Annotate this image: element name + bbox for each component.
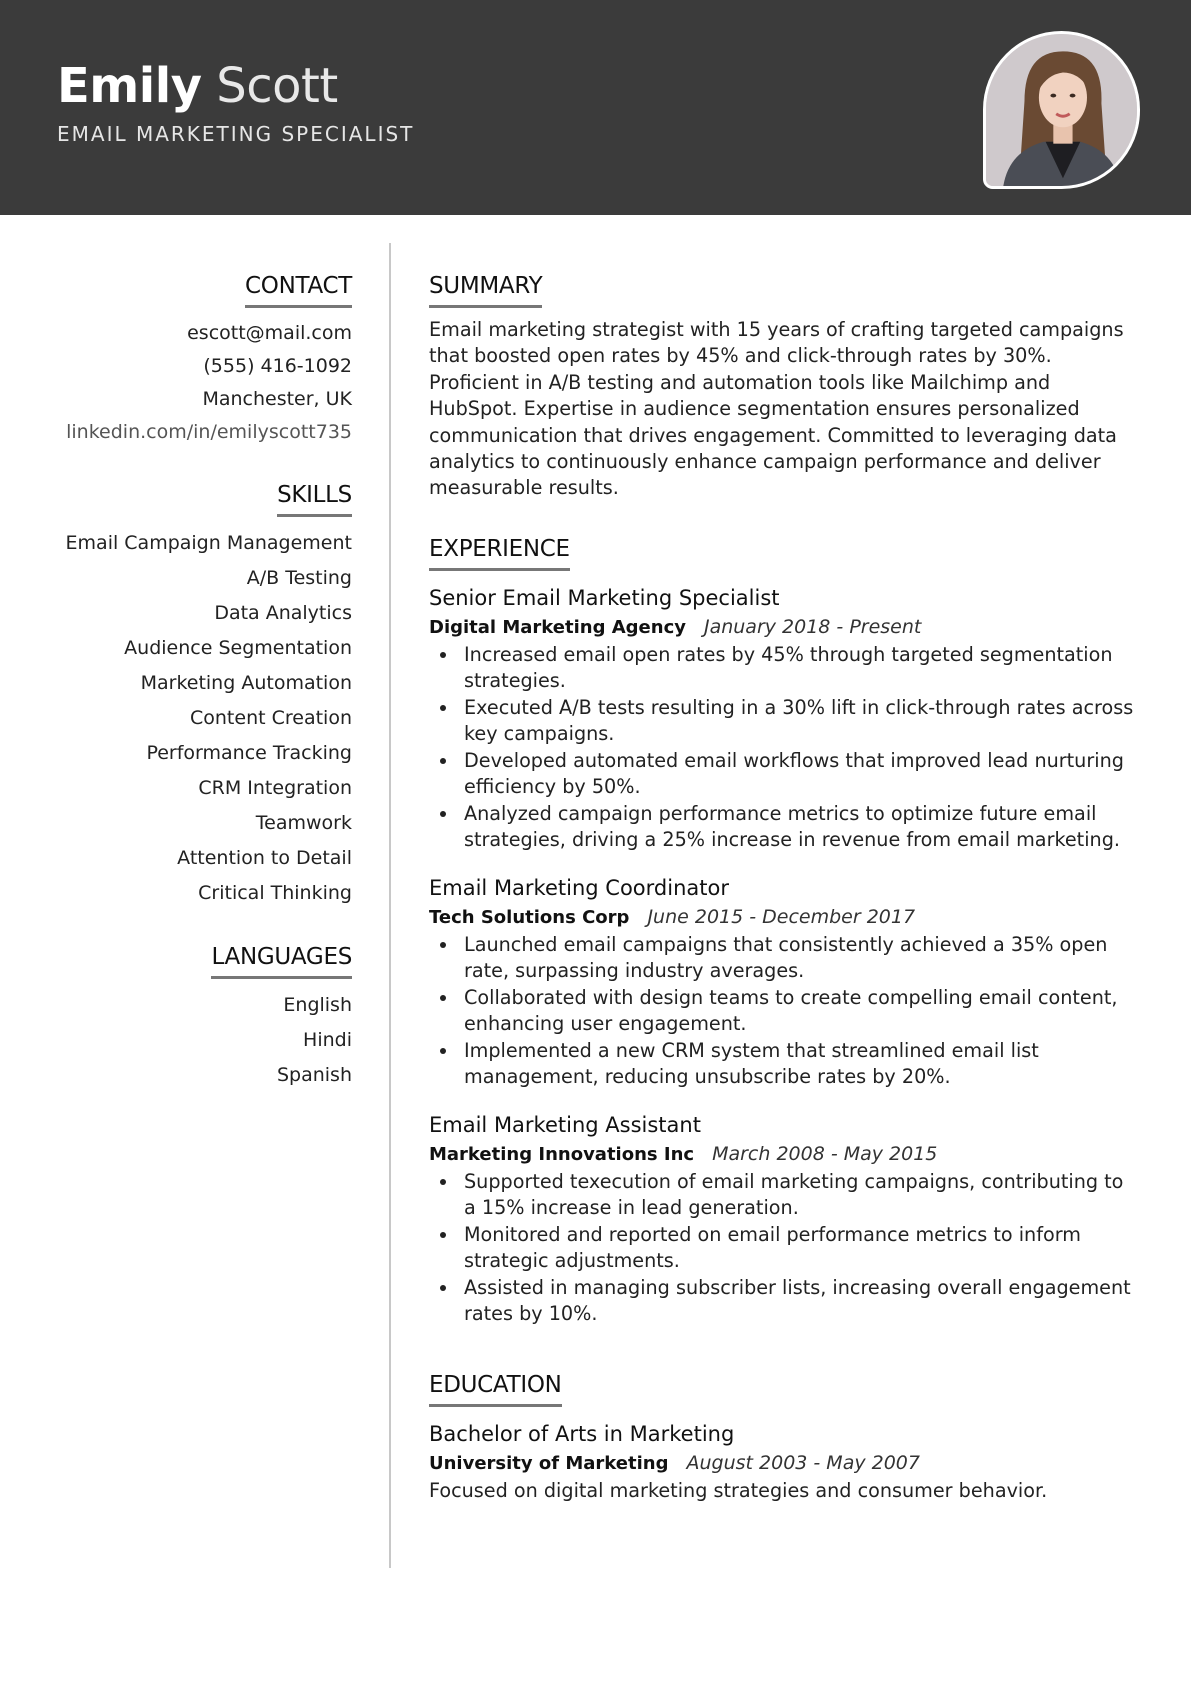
column-divider	[389, 243, 391, 1568]
job-dates: March 2008 - May 2015	[712, 1142, 938, 1165]
skill-item: Teamwork	[255, 812, 352, 834]
job-entry	[429, 1111, 1135, 1328]
skills-heading: SKILLS	[277, 477, 352, 517]
job-bullet: Launched email campaigns that consistently achieved a 35% open rate, surpassing industry averages.	[429, 932, 1135, 985]
education-school: University of Marketing	[429, 1452, 669, 1474]
job-entry	[429, 874, 1135, 1091]
experience-section	[429, 531, 1135, 1328]
last-name: Scott	[216, 58, 338, 114]
job-company: Digital Marketing Agency	[429, 616, 686, 638]
job-bullets	[429, 932, 1135, 1091]
summary-heading: SUMMARY	[429, 268, 542, 308]
resume-header	[0, 0, 1191, 215]
job-entry	[429, 584, 1135, 854]
job-company: Marketing Innovations Inc	[429, 1143, 695, 1165]
job-bullet: Developed automated email workflows that improved lead nurturing efficiency by 50%.	[429, 748, 1135, 801]
skill-item: Attention to Detail	[177, 847, 352, 869]
job-bullet: Collaborated with design teams to create compelling email content, enhancing user engagement.	[429, 985, 1135, 1038]
profile-photo	[983, 31, 1140, 189]
job-bullet: Assisted in managing subscriber lists, increasing overall engagement rates by 10%.	[429, 1275, 1135, 1328]
education-dates: August 2003 - May 2007	[686, 1451, 920, 1474]
skill-item: Content Creation	[190, 707, 352, 729]
languages-heading: LANGUAGES	[211, 939, 352, 979]
language-item: Spanish	[276, 1064, 352, 1086]
contact-heading: CONTACT	[245, 268, 352, 308]
summary-section	[429, 268, 1135, 502]
job-bullet: Executed A/B tests resulting in a 30% lift in click-through rates across key campaigns.	[429, 695, 1135, 748]
contact-location: Manchester, UK	[202, 388, 352, 410]
first-name: Emily	[57, 58, 202, 114]
job-bullet: Supported texecution of email marketing campaigns, contributing to a 15% increase in lead generation.	[429, 1169, 1135, 1222]
experience-heading: EXPERIENCE	[429, 531, 570, 571]
right-column	[429, 268, 1135, 1504]
job-bullet: Increased email open rates by 45% through targeted segmentation strategies.	[429, 642, 1135, 695]
skill-item: Marketing Automation	[140, 672, 352, 694]
education-entry	[429, 1420, 1135, 1504]
job-bullets	[429, 1169, 1135, 1328]
job-bullets	[429, 642, 1135, 854]
job-bullet: Monitored and reported on email performance metrics to inform strategic adjustments.	[429, 1222, 1135, 1275]
left-column	[52, 268, 352, 1121]
full-name	[57, 54, 338, 118]
job-meta	[429, 1140, 1135, 1169]
skill-item: Performance Tracking	[146, 742, 352, 764]
education-description: Focused on digital marketing strategies and consumer behavior.	[429, 1478, 1048, 1502]
language-item: Hindi	[303, 1029, 352, 1051]
job-dates: January 2018 - Present	[703, 615, 922, 638]
profile-photo-icon	[986, 34, 1137, 186]
contact-email[interactable]: escott@mail.com	[187, 322, 352, 344]
job-dates: June 2015 - December 2017	[647, 905, 916, 928]
skill-item: Audience Segmentation	[124, 637, 352, 659]
contact-section	[52, 268, 352, 449]
job-bullet: Analyzed campaign performance metrics to optimize future email strategies, driving a 25% increase in revenue from email marketing.	[429, 801, 1135, 854]
contact-phone: (555) 416-1092	[203, 355, 352, 377]
job-role: Email Marketing Coordinator	[429, 875, 729, 900]
education-meta	[429, 1449, 1135, 1478]
skill-item: Email Campaign Management	[65, 532, 352, 554]
skill-item: Critical Thinking	[198, 882, 352, 904]
education-degree: Bachelor of Arts in Marketing	[429, 1421, 735, 1446]
job-meta	[429, 903, 1135, 932]
job-bullet: Implemented a new CRM system that streamlined email list management, reducing unsubscribe rates by 20%.	[429, 1038, 1135, 1091]
job-title: EMAIL MARKETING SPECIALIST	[57, 122, 415, 146]
skills-section	[52, 477, 352, 911]
skill-item: A/B Testing	[246, 567, 352, 589]
job-role: Email Marketing Assistant	[429, 1112, 701, 1137]
education-heading: EDUCATION	[429, 1367, 562, 1407]
job-role: Senior Email Marketing Specialist	[429, 585, 780, 610]
language-item: English	[283, 994, 352, 1016]
summary-text: Email marketing strategist with 15 years of crafting targeted campaigns that boosted open rates by 45% and click-through rates by 30%. Proficient in A/B testing and automation tools like Mailchimp and HubSpot. Expertise in audience segmentation ensures personalized communication that drives engagement. Committed to leveraging data analytics to continuously enhance campaign performance and deliver measurable results.	[429, 318, 1124, 500]
job-company: Tech Solutions Corp	[429, 906, 630, 928]
skill-item: CRM Integration	[198, 777, 352, 799]
job-meta	[429, 613, 1135, 642]
contact-linkedin[interactable]: linkedin.com/in/emilyscott735	[66, 421, 352, 443]
skill-item: Data Analytics	[214, 602, 352, 624]
education-section	[429, 1367, 1135, 1504]
languages-section	[52, 939, 352, 1093]
